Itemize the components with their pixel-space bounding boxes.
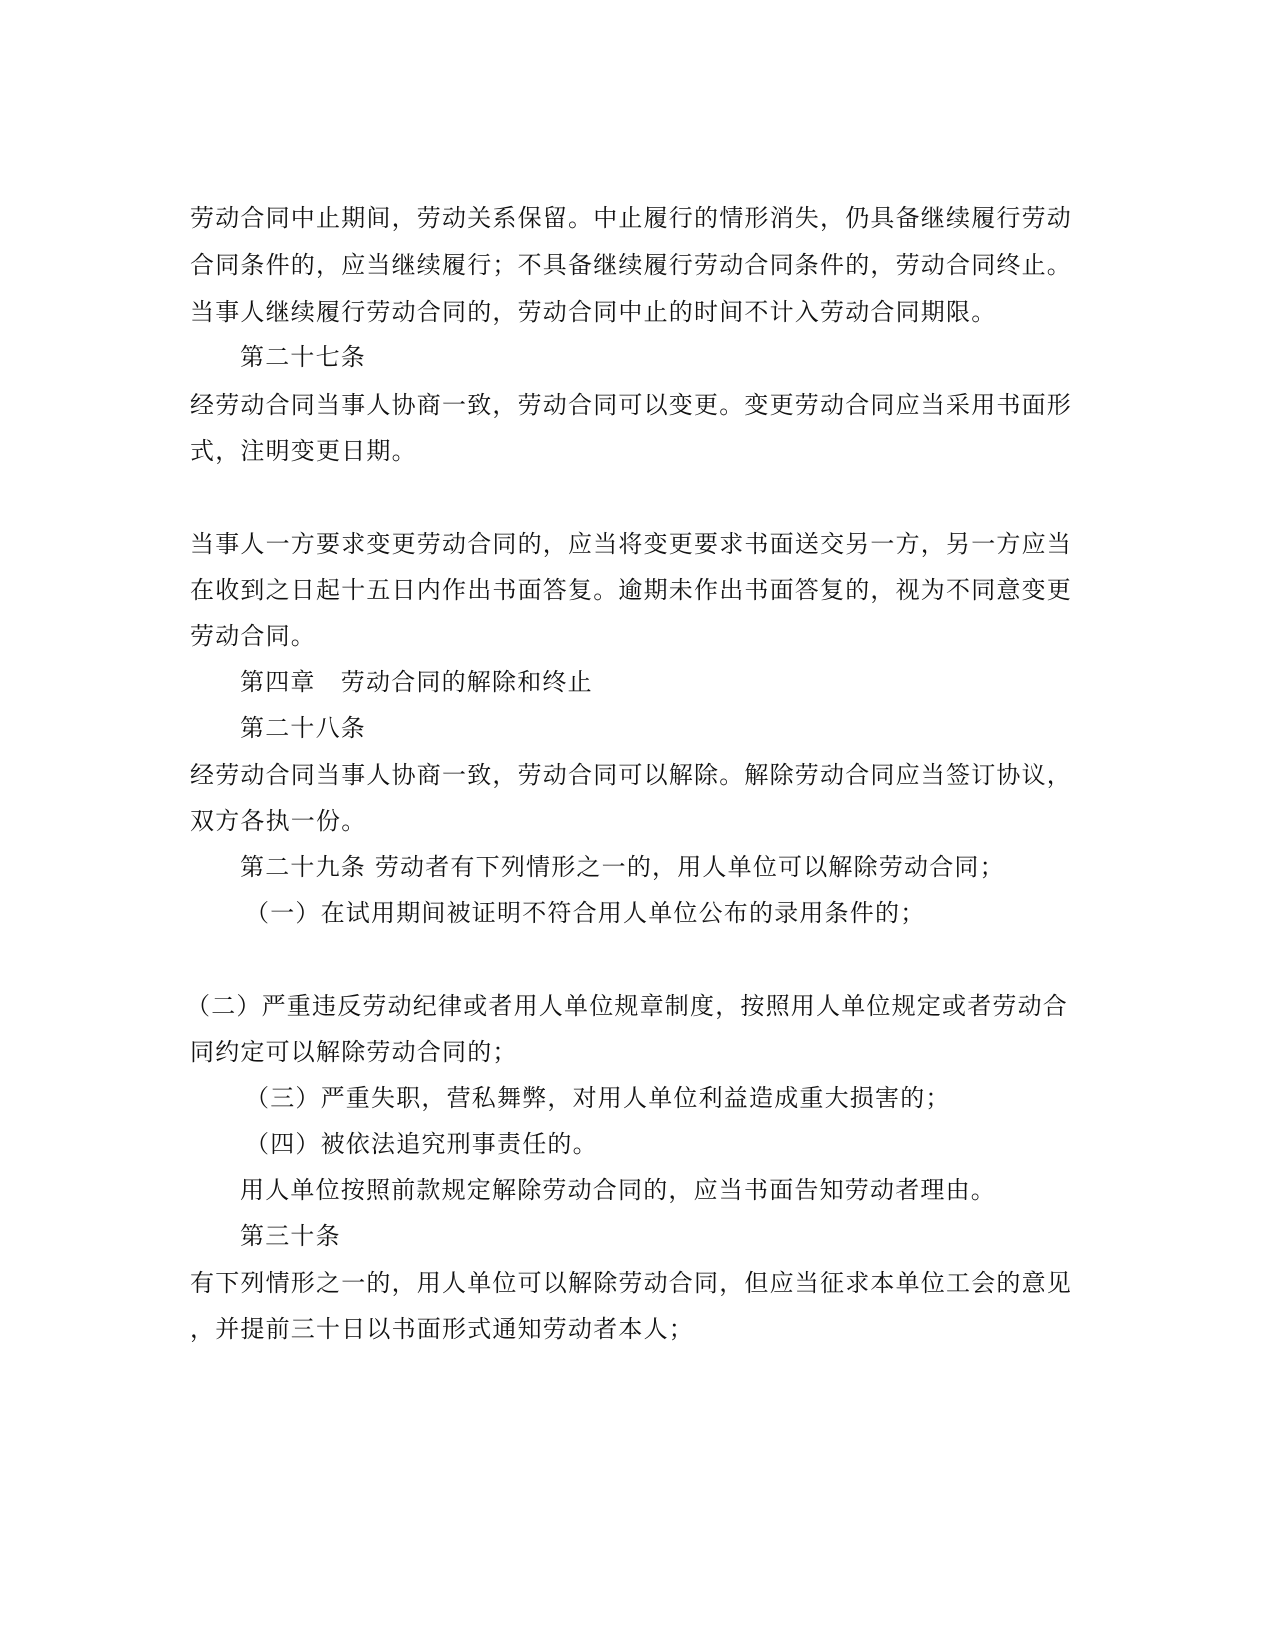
paragraph-line: 当事人继续履行劳动合同的，劳动合同中止的时间不计入劳动合同期限。: [190, 298, 997, 326]
paragraph-line: 合同条件的，应当继续履行；不具备继续履行劳动合同条件的，劳动合同终止。: [190, 251, 1072, 279]
article-heading: 第二十八条: [240, 714, 366, 742]
paragraph-line: 式，注明变更日期。: [190, 437, 417, 465]
article-heading: 第二十七条: [240, 343, 366, 371]
list-item: （三）严重失职，营私舞弊，对用人单位利益造成重大损害的；: [245, 1084, 951, 1112]
paragraph-line: 当事人一方要求变更劳动合同的，应当将变更要求书面送交另一方，另一方应当: [190, 530, 1072, 558]
list-item: （二）严重违反劳动纪律或者用人单位规章制度，按照用人单位规定或者劳动合: [186, 992, 1068, 1020]
list-item: （一）在试用期间被证明不符合用人单位公布的录用条件的；: [245, 899, 926, 927]
paragraph-line: 劳动合同中止期间，劳动关系保留。中止履行的情形消失，仍具备继续履行劳动: [190, 204, 1072, 232]
paragraph-line: 同约定可以解除劳动合同的；: [190, 1038, 518, 1066]
paragraph-line: 双方各执一份。: [190, 807, 367, 835]
paragraph-line: 有下列情形之一的，用人单位可以解除劳动合同，但应当征求本单位工会的意见: [190, 1269, 1072, 1297]
paragraph-line: 在收到之日起十五日内作出书面答复。逾期未作出书面答复的，视为不同意变更: [190, 576, 1072, 604]
paragraph-line: ，并提前三十日以书面形式通知劳动者本人；: [190, 1315, 694, 1343]
paragraph-line: 经劳动合同当事人协商一致，劳动合同可以解除。解除劳动合同应当签订协议，: [190, 761, 1072, 789]
article-heading: 第三十条: [240, 1222, 341, 1250]
article-heading: 第二十九条 劳动者有下列情形之一的，用人单位可以解除劳动合同；: [240, 853, 1005, 881]
chapter-heading: 第四章 劳动合同的解除和终止: [240, 668, 593, 696]
paragraph-line: 用人单位按照前款规定解除劳动合同的，应当书面告知劳动者理由。: [240, 1176, 996, 1204]
paragraph-line: 劳动合同。: [190, 622, 316, 650]
list-item: （四）被依法追究刑事责任的。: [245, 1130, 598, 1158]
paragraph-line: 经劳动合同当事人协商一致，劳动合同可以变更。变更劳动合同应当采用书面形: [190, 391, 1072, 419]
